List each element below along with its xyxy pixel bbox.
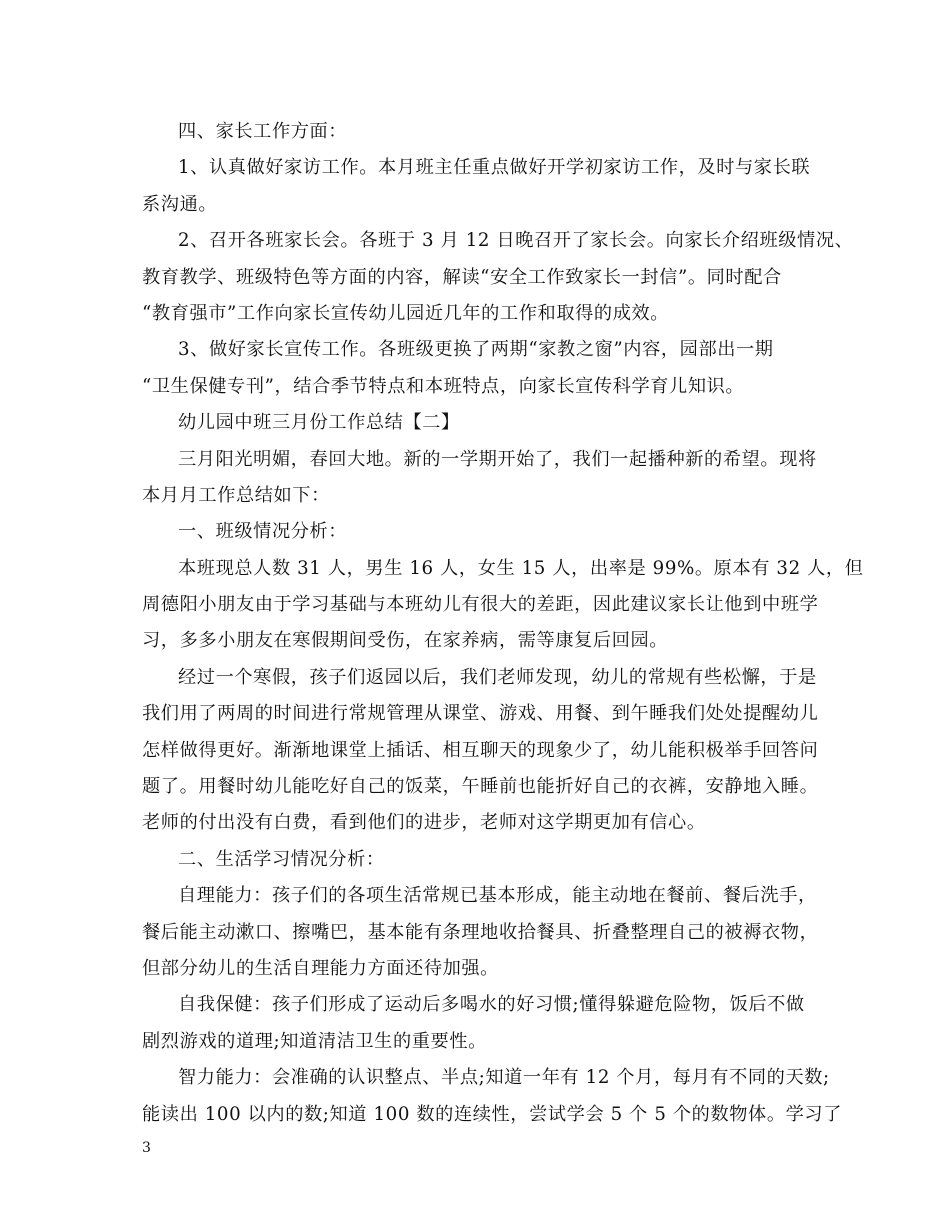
page-number: 3 (142, 1140, 151, 1156)
text-line-12: 一、班级情况分析： (178, 521, 348, 543)
text-line-4: 2、召开各班家长会。各班于 3 月 12 日晚召开了家长会。向家长介绍班级情况、 (178, 230, 854, 252)
document-body (142, 114, 864, 1133)
text-line-10: 三月阳光明媚，春回大地。新的一学期开始了，我们一起播种新的希望。现将 (178, 448, 817, 470)
text-line-13: 本班现总人数 31 人，男生 16 人，女生 15 人，出率是 99%。原本有 32 人，但 (178, 557, 864, 579)
text-line-25: 自我保健：孩子们形成了运动后多喝水的好习惯;懂得躲避危险物，饭后不做 (178, 994, 805, 1016)
text-line-23: 餐后能主动漱口、擦嘴巴，基本能有条理地收拾餐具、折叠整理自己的被褥衣物， (142, 921, 819, 943)
text-line-21: 二、生活学习情况分析： (178, 848, 385, 870)
text-line-26: 剧烈游戏的道理;知道清洁卫生的重要性。 (142, 1030, 487, 1052)
text-line-2: 1、认真做好家访工作。本月班主任重点做好开学初家访工作，及时与家长联 (178, 157, 811, 179)
text-line-27: 智力能力：会准确的认识整点、半点;知道一年有 12 个月，每月有不同的天数; (178, 1067, 830, 1089)
text-line-8: “卫生保健专刊”，结合季节特点和本班特点，向家长宣传科学育儿知识。 (142, 375, 745, 397)
text-line-24: 但部分幼儿的生活自理能力方面还待加强。 (142, 957, 499, 979)
text-line-19: 题了。用餐时幼儿能吃好自己的饭菜，午睡前也能折好自己的衣裤，安静地入睡。 (142, 776, 819, 798)
text-line-28: 能读出 100 以内的数;知道 100 数的连续性，尝试学会 5 个 5 个的数物体。学习了 (142, 1103, 842, 1125)
text-line-14: 周德阳小朋友由于学习基础与本班幼儿有很大的差距，因此建议家长让他到中班学 (142, 594, 819, 616)
text-line-5: 教育教学、班级特色等方面的内容，解读“安全工作致家长一封信”。同时配合 (142, 266, 782, 288)
text-line-1: 四、家长工作方面： (178, 121, 348, 142)
text-line-20: 老师的付出没有白费，看到他们的进步，老师对这学期更加有信心。 (142, 812, 706, 834)
text-line-11: 本月月工作总结如下： (142, 484, 330, 506)
text-line-6: “教育强市”工作向家长宣传幼儿园近几年的工作和取得的成效。 (142, 302, 670, 324)
text-line-3: 系沟通。 (142, 193, 218, 215)
text-line-18: 怎样做得更好。渐渐地课堂上插话、相互聊天的现象少了，幼儿能积极举手回答问 (142, 739, 819, 761)
text-line-16: 经过一个寒假，孩子们返园以后，我们老师发现，幼儿的常规有些松懈，于是 (178, 666, 817, 688)
text-line-22: 自理能力：孩子们的各项生活常规已基本形成，能主动地在餐前、餐后洗手， (178, 885, 817, 907)
text-line-7: 3、做好家长宣传工作。各班级更换了两期“家教之窗”内容，园部出一期 (178, 339, 774, 361)
text-line-15: 习，多多小朋友在寒假期间受伤，在家养病，需等康复后回园。 (142, 630, 669, 652)
text-line-9: 幼儿园中班三月份工作总结【二】 (178, 412, 460, 434)
text-line-17: 我们用了两周的时间进行常规管理从课堂、游戏、用餐、到午睡我们处处提醒幼儿 (142, 703, 819, 725)
